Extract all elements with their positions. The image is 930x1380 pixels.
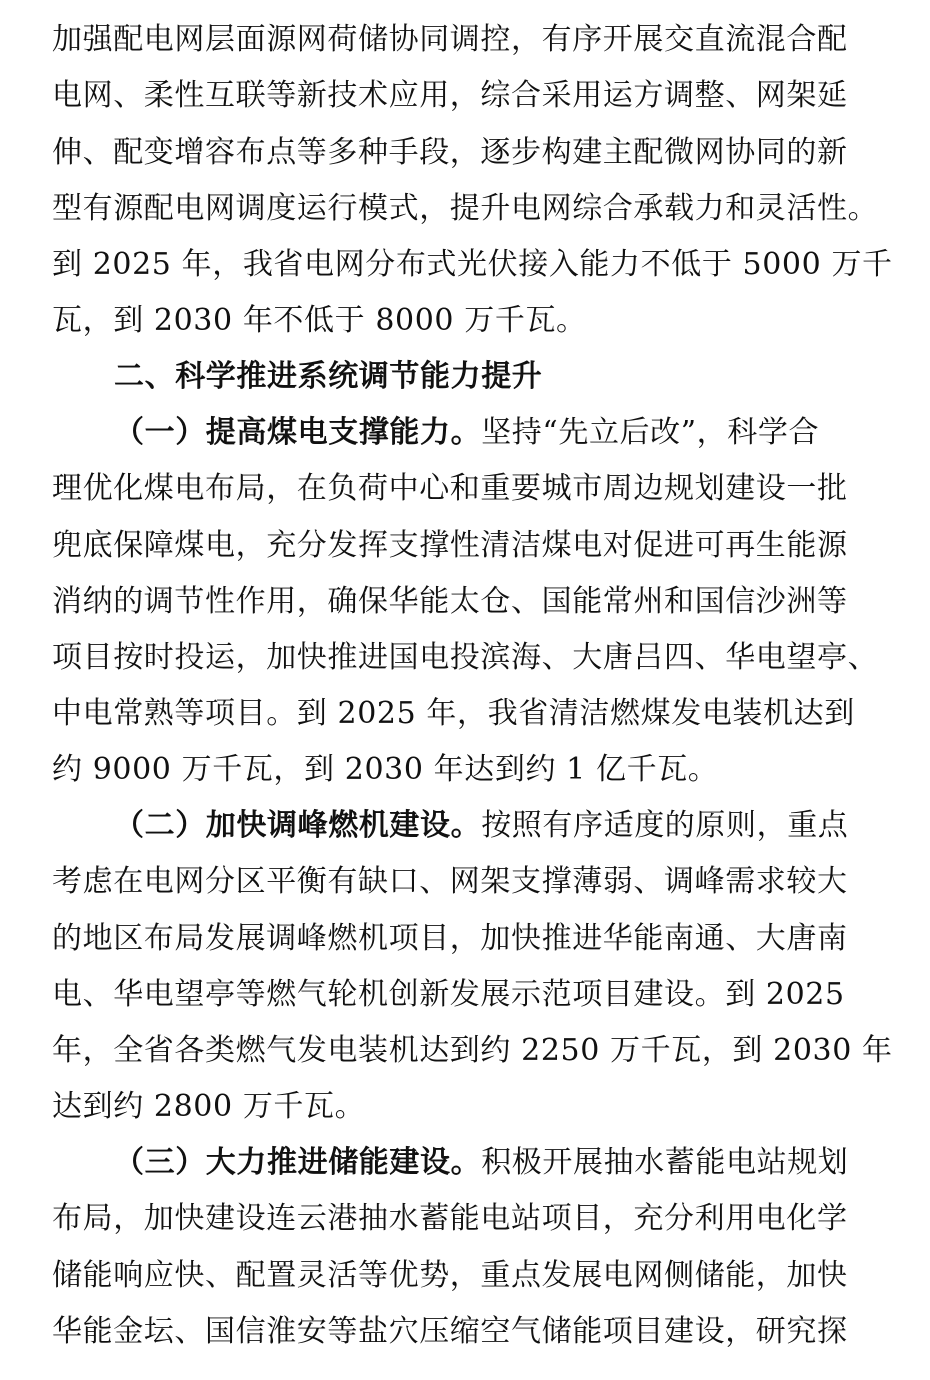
subsection-title: （二）加快调峰燃机建设。 [114, 808, 482, 843]
paragraph-line: 电网、柔性互联等新技术应用，综合采用运方调整、网架延 [52, 78, 848, 113]
subsection-first-line [114, 413, 882, 453]
paragraph-line: 瓦，到 2030 年不低于 8000 万千瓦。 [52, 303, 587, 338]
paragraph-line: 中电常熟等项目。到 2025 年，我省清洁燃煤发电装机达到 [52, 696, 855, 731]
paragraph-line: 约 9000 万千瓦，到 2030 年达到约 1 亿千瓦。 [52, 752, 719, 787]
paragraph-line: 型有源配电网调度运行模式，提升电网综合承载力和灵活性。 [52, 191, 879, 226]
subsection-text: 坚持“先立后改”，科学合 [481, 415, 820, 450]
paragraph-line: 理优化煤电布局，在负荷中心和重要城市周边规划建设一批 [52, 471, 848, 506]
paragraph-line: 到 2025 年，我省电网分布式光伏接入能力不低于 5000 万千 [52, 247, 893, 282]
paragraph-line: 电、华电望亭等燃气轮机创新发展示范项目建设。到 2025 [52, 977, 845, 1012]
paragraph-line: 华能金坛、国信淮安等盐穴压缩空气储能项目建设，研究探 [52, 1314, 848, 1349]
subsection-title: （一）提高煤电支撑能力。 [114, 415, 482, 450]
paragraph-line: 储能响应快、配置灵活等优势，重点发展电网侧储能，加快 [52, 1258, 848, 1293]
paragraph-line: 兜底保障煤电，充分发挥支撑性清洁煤电对促进可再生能源 [52, 528, 848, 563]
subsection-title: （三）大力推进储能建设。 [114, 1145, 482, 1180]
paragraph-line: 消纳的调节性作用，确保华能太仓、国能常州和国信沙洲等 [52, 584, 848, 619]
paragraph-line: 年，全省各类燃气发电装机达到约 2250 万千瓦，到 2030 年 [52, 1033, 893, 1068]
section-heading: 二、科学推进系统调节能力提升 [114, 359, 543, 394]
subsection-text: 积极开展抽水蓄能电站规划 [481, 1145, 849, 1180]
paragraph-line: 伸、配变增容布点等多种手段，逐步构建主配微网协同的新 [52, 135, 848, 170]
paragraph-line: 加强配电网层面源网荷储协同调控，有序开展交直流混合配 [52, 22, 848, 57]
paragraph-line: 布局，加快建设连云港抽水蓄能电站项目，充分利用电化学 [52, 1201, 848, 1236]
paragraph-line: 考虑在电网分区平衡有缺口、网架支撑薄弱、调峰需求较大 [52, 864, 848, 899]
paragraph-line: 的地区布局发展调峰燃机项目，加快推进华能南通、大唐南 [52, 921, 848, 956]
subsection-first-line [114, 1143, 882, 1183]
subsection-first-line [114, 806, 882, 846]
subsection-text: 按照有序适度的原则，重点 [481, 808, 849, 843]
paragraph-line: 项目按时投运，加快推进国电投滨海、大唐吕四、华电望亭、 [52, 640, 879, 675]
paragraph-line: 达到约 2800 万千瓦。 [52, 1089, 366, 1124]
